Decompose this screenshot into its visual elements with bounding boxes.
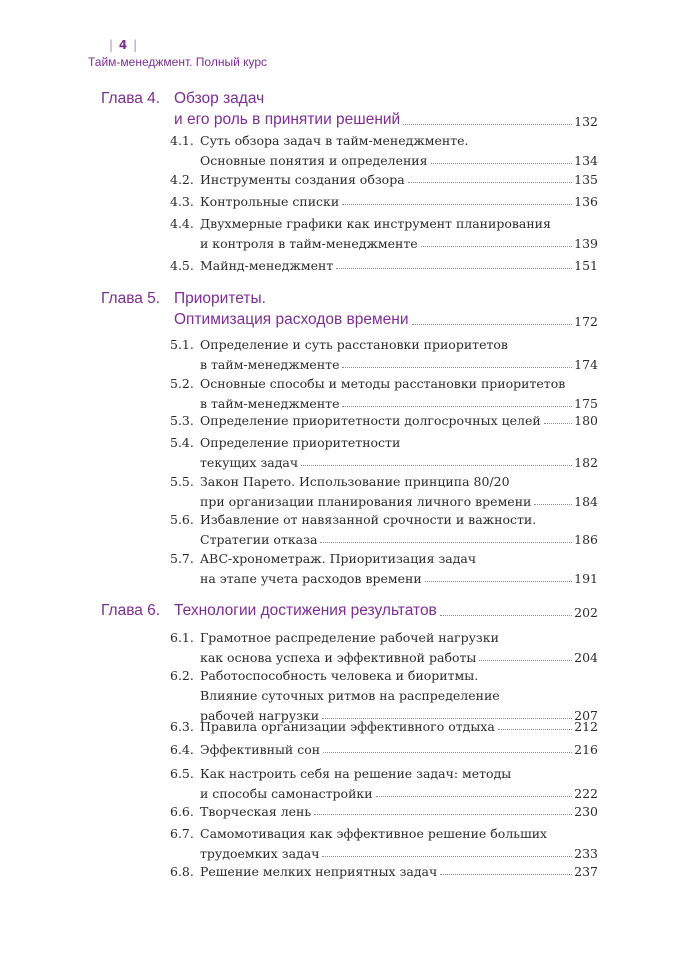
section-leader-line: [200, 357, 598, 372]
section-leader-line: [200, 719, 598, 734]
section-title-line: Влияние суточных ритмов на распределение: [200, 688, 500, 703]
dot-leader: [408, 182, 572, 183]
chapter-page-number: 202: [574, 605, 598, 620]
section-number: 6.7.: [170, 826, 194, 841]
section-page-number: 222: [574, 786, 598, 801]
section-number: 4.4.: [170, 216, 194, 231]
section-number: 5.6.: [170, 512, 194, 527]
section-title-line: Определение и суть расстановки приоритетов: [200, 337, 508, 352]
dot-leader: [301, 465, 572, 466]
section-title-line: Суть обзора задач в тайм-менеджменте.: [200, 133, 469, 148]
dot-leader: [403, 124, 572, 125]
page-number-bar-left: |: [109, 38, 115, 52]
section-page-number: 174: [574, 357, 598, 372]
section-leader-line: [200, 236, 598, 251]
section-title-line: Правила организации эффективного отдыха: [200, 719, 495, 734]
section-page-number: 184: [574, 494, 598, 509]
section-title-line: в тайм-менеджменте: [200, 357, 340, 372]
section-number: 6.4.: [170, 742, 194, 757]
section-title-line: Основные способы и методы расстановки приоритетов: [200, 376, 566, 391]
section-title-line: Самомотивация как эффективное решение больших: [200, 826, 548, 841]
chapter-label: Глава 5.: [101, 290, 161, 307]
chapter-title-leader-line: [174, 111, 598, 129]
section-page-number: 216: [574, 742, 598, 757]
section-leader-line: [200, 258, 598, 273]
section-leader-line: [200, 532, 598, 547]
section-title-line: текущих задач: [200, 455, 299, 470]
section-number: 4.3.: [170, 194, 194, 209]
section-title-line: ABC-хронометраж. Приоритизация задач: [200, 551, 477, 566]
section-leader-line: [200, 846, 598, 861]
section-title-line: Как настроить себя на решение задач: методы: [200, 766, 512, 781]
dot-leader: [320, 542, 572, 543]
section-title-line: в тайм-менеджменте: [200, 396, 340, 411]
section-page-number: 180: [574, 413, 598, 428]
section-number: 6.8.: [170, 864, 194, 879]
section-page-number: 233: [574, 846, 598, 861]
dot-leader: [425, 581, 572, 582]
section-title-line: Творческая лень: [200, 804, 312, 819]
section-page-number: 207: [574, 708, 598, 723]
dot-leader: [440, 874, 572, 875]
chapter-title-leader-line: [174, 311, 598, 329]
dot-leader: [342, 204, 572, 205]
page-number-value: 4: [118, 38, 129, 52]
section-title-line: Избавление от навязанной срочности и важности.: [200, 512, 537, 527]
section-page-number: 237: [574, 864, 598, 879]
dot-leader: [479, 660, 572, 661]
section-leader-line: [200, 172, 598, 187]
dot-leader: [421, 246, 572, 247]
section-number: 5.3.: [170, 413, 194, 428]
book-title: Тайм-менеджмент. Полный курс: [88, 55, 268, 69]
section-title-line: и контроля в тайм-менеджменте: [200, 236, 418, 251]
section-title-line: при организации планирования личного времени: [200, 494, 532, 509]
dot-leader: [336, 268, 572, 269]
dot-leader: [342, 367, 572, 368]
page-number-bar-right: |: [133, 38, 139, 52]
chapter-page-number: 172: [574, 314, 598, 329]
chapter-title-line: Технологии достижения результатов: [174, 602, 437, 619]
chapter-title-line: Обзор задач: [174, 90, 265, 107]
section-number: 4.1.: [170, 133, 194, 148]
dot-leader: [544, 423, 572, 424]
section-title-line: Основные понятия и определения: [200, 153, 428, 168]
section-leader-line: [200, 194, 598, 209]
section-leader-line: [200, 742, 598, 757]
dot-leader: [431, 163, 573, 164]
section-leader-line: [200, 494, 598, 509]
section-title-line: Майнд-менеджмент: [200, 258, 334, 273]
section-leader-line: [200, 153, 598, 168]
dot-leader: [534, 504, 572, 505]
chapter-title-line: и его роль в принятии решений: [174, 111, 401, 128]
section-page-number: 212: [574, 719, 598, 734]
section-page-number: 175: [574, 396, 598, 411]
chapter-title-leader-line: [174, 602, 598, 620]
section-number: 6.6.: [170, 804, 194, 819]
section-page-number: 135: [574, 172, 598, 187]
section-title-line: рабочей нагрузки: [200, 708, 320, 723]
section-page-number: 136: [574, 194, 598, 209]
section-leader-line: [200, 396, 598, 411]
dot-leader: [440, 615, 572, 616]
chapter-title-line: Приоритеты.: [174, 290, 266, 307]
section-page-number: 151: [574, 258, 598, 273]
section-title-line: Определение приоритетности: [200, 435, 401, 450]
section-number: 5.5.: [170, 474, 194, 489]
chapter-label: Глава 6.: [101, 602, 161, 619]
section-title-line: на этапе учета расходов времени: [200, 571, 422, 586]
chapter-page-number: 132: [574, 114, 598, 129]
section-number: 6.1.: [170, 630, 194, 645]
page-number: [109, 38, 138, 52]
section-title-line: и способы самонастройки: [200, 786, 373, 801]
section-leader-line: [200, 804, 598, 819]
section-page-number: 186: [574, 532, 598, 547]
section-leader-line: [200, 413, 598, 428]
dot-leader: [314, 814, 572, 815]
section-page-number: 134: [574, 153, 598, 168]
section-number: 6.5.: [170, 766, 194, 781]
section-title-line: как основа успеха и эффективной работы: [200, 650, 477, 665]
section-number: 4.5.: [170, 258, 194, 273]
section-number: 5.7.: [170, 551, 194, 566]
section-leader-line: [200, 864, 598, 879]
section-number: 5.2.: [170, 376, 194, 391]
section-page-number: 191: [574, 571, 598, 586]
section-number: 5.4.: [170, 435, 194, 450]
section-title-line: Решение мелких неприятных задач: [200, 864, 438, 879]
dot-leader: [498, 729, 572, 730]
section-title-line: Работоспособность человека и биоритмы.: [200, 668, 479, 683]
chapter-title-line: Оптимизация расходов времени: [174, 311, 409, 328]
section-number: 6.2.: [170, 668, 194, 683]
section-title-line: Эффективный сон: [200, 742, 321, 757]
section-title-line: Контрольные списки: [200, 194, 340, 209]
section-leader-line: [200, 650, 598, 665]
section-title-line: Закон Парето. Использование принципа 80/20: [200, 474, 510, 489]
section-title-line: трудоемких задач: [200, 846, 320, 861]
dot-leader: [322, 856, 572, 857]
section-number: 5.1.: [170, 337, 194, 352]
section-page-number: 182: [574, 455, 598, 470]
section-title-line: Определение приоритетности долгосрочных целей: [200, 413, 541, 428]
section-page-number: 139: [574, 236, 598, 251]
dot-leader: [342, 406, 572, 407]
dot-leader: [376, 796, 573, 797]
section-title-line: Двухмерные графики как инструмент планирования: [200, 216, 551, 231]
section-leader-line: [200, 786, 598, 801]
section-page-number: 204: [574, 650, 598, 665]
section-number: 6.3.: [170, 719, 194, 734]
chapter-label: Глава 4.: [101, 90, 161, 107]
dot-leader: [412, 324, 573, 325]
section-title-line: Инструменты создания обзора: [200, 172, 405, 187]
section-title-line: Стратегии отказа: [200, 532, 318, 547]
section-title-line: Грамотное распределение рабочей нагрузки: [200, 630, 499, 645]
section-number: 4.2.: [170, 172, 194, 187]
section-page-number: 230: [574, 804, 598, 819]
section-leader-line: [200, 455, 598, 470]
dot-leader: [323, 752, 572, 753]
section-leader-line: [200, 571, 598, 586]
